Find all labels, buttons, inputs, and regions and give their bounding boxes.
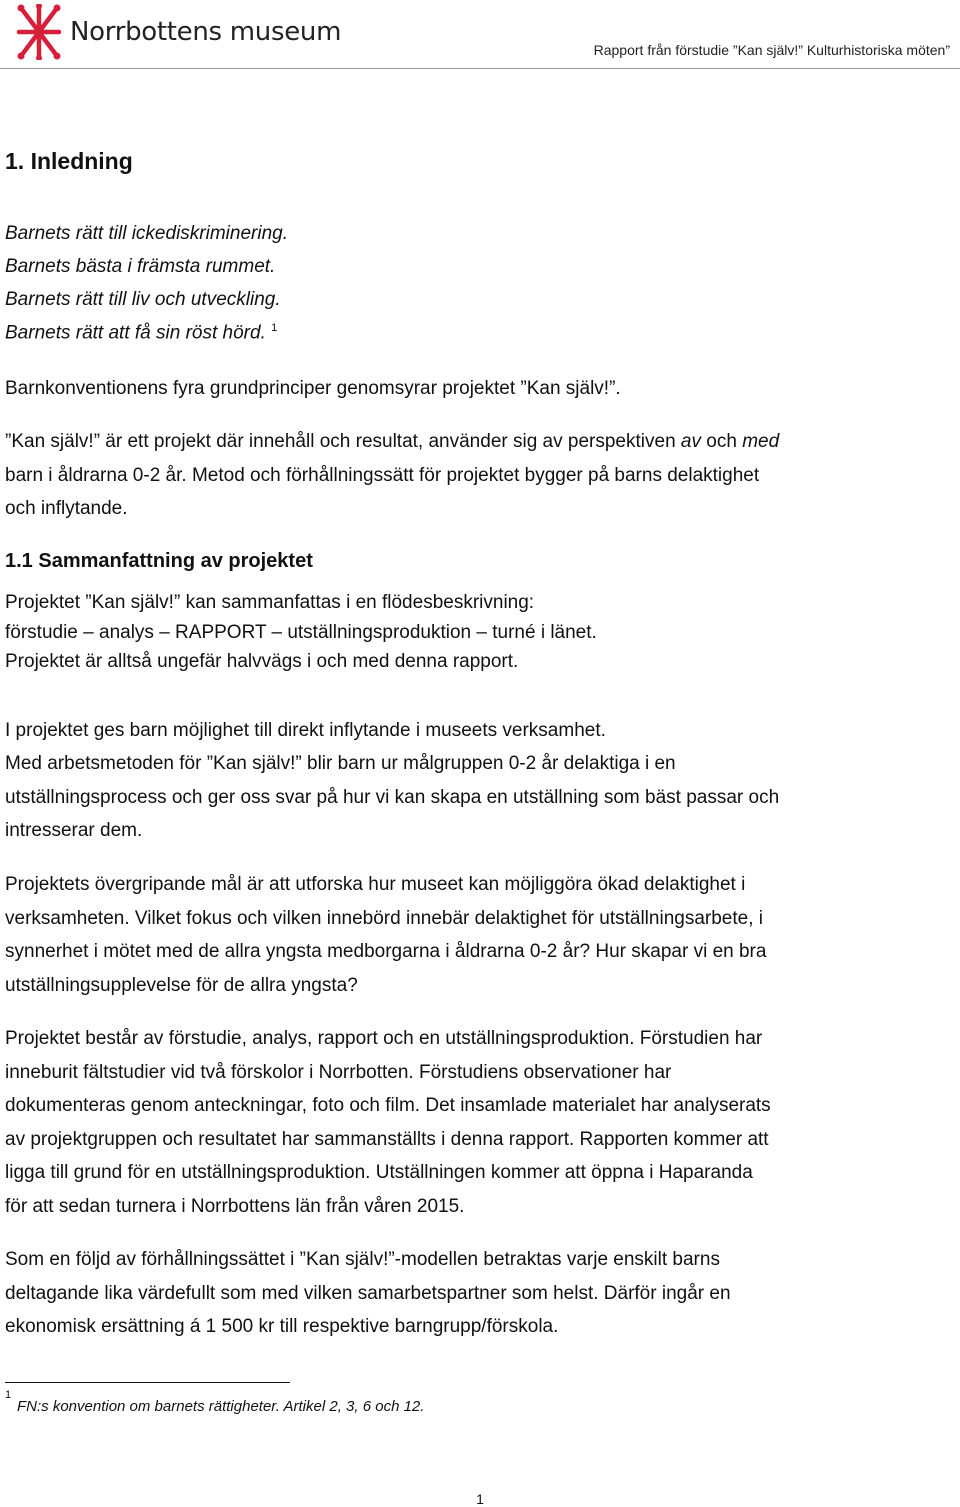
text-line: av projektgruppen och resultatet har sammanställts i denna rapport. Rapporten kommer att [5,1128,769,1150]
principle-line: Barnets bästa i främsta rummet. [5,256,276,277]
text-line: utställningsprocess och ger oss svar på hur vi kan skapa en utställning som bäst passar och [5,786,780,808]
intro-text: ”Kan själv!” är ett projekt där innehåll och resultat, använder sig av perspektiven [5,431,681,452]
logo-text: Norrbottens museum [70,17,342,47]
compensation-paragraph [5,1243,950,1344]
intro-emphasis-med: med [742,431,780,452]
text-line: I projektet ges barn möjlighet till direkt inflytande i museets verksamhet. [5,720,606,741]
text-line: Projektet består av förstudie, analys, rapport och en utställningsproduktion. Förstudien har [5,1028,763,1049]
text-line: intresserar dem. [5,820,143,841]
intro-line [5,459,950,493]
parts-paragraph [5,1022,950,1223]
text-line: deltagande lika värdefullt som med vilken samarbetspartner som helst. Därför ingår en [5,1282,731,1304]
text-line: Projektet ”Kan själv!” kan sammanfattas i en flödesbeskrivning: [5,592,535,613]
flow-paragraph [5,588,950,677]
subsection-heading: 1.1 Sammanfattning av projektet [5,550,313,572]
method-paragraph [5,714,950,848]
footnote-divider [5,1382,290,1383]
text-line: dokumenteras genom anteckningar, foto och film. Det insamlade materialet har analyserats [5,1095,771,1116]
text-line: Med arbetsmetoden för ”Kan själv!” blir barn ur målgruppen 0-2 år delaktiga i en [5,753,676,774]
principle-line-with-footnote [5,322,277,344]
intro-text: Metod och förhållningssätt för projektet bygger på barns delaktighet [191,464,760,486]
text-line: ekonomisk ersättning á 1 500 kr till respektive barngrupp/förskola. [5,1316,559,1337]
footnote-ref[interactable]: 1 [271,322,278,334]
footnote-mark: 1 [5,1389,12,1401]
goal-paragraph [5,868,950,1002]
text-line: verksamheten. Vilket fokus och vilken innebörd innebär delaktighet för utställningsarbete, i [5,907,763,929]
page-number: 1 [476,1491,484,1507]
convention-line: Barnkonventionens fyra grundprinciper genomsyrar projektet ”Kan själv!”. [5,378,621,399]
intro-line [5,425,950,459]
header-divider [0,68,960,69]
intro-emphasis-av: av [680,431,701,452]
intro-line: och inflytande. [5,498,128,519]
text-line: förstudie – analys – RAPPORT – utställningsproduktion – turné i länet. [5,621,597,643]
museum-emblem-icon [16,4,62,60]
text-line: Projektet är alltså ungefär halvvägs i och med denna rapport. [5,651,519,672]
intro-paragraph [5,425,950,526]
running-head: Rapport från förstudie ”Kan själv!” Kulturhistoriska möten” [593,42,950,58]
text-line: Som en följd av förhållningssättet i ”Kan själv!”-modellen betraktas varje enskilt barns [5,1249,720,1270]
intro-text: och [701,431,743,452]
text-line: inneburit fältstudier vid två förskolor i Norrbotten. Förstudiens observationer har [5,1061,672,1083]
footnote-text: FN:s konvention om barnets rättigheter. Artikel 2, 3, 6 och 12. [17,1398,425,1415]
text-line: utställningsupplevelse för de allra yngsta? [5,974,358,996]
text-line: ligga till grund för en utställningsproduktion. Utställningen kommer att öppna i Haparanda [5,1162,753,1183]
text-line: Projektets övergripande mål är att utforska hur museet kan möjliggöra ökad delaktighet i [5,874,746,895]
text-line: för att sedan turnera i Norrbottens län från våren 2015. [5,1195,465,1217]
section-heading: 1. Inledning [5,148,133,174]
intro-text: barn i åldrarna 0-2 år. [5,464,192,486]
museum-logo [16,4,341,60]
text-line: synnerhet i mötet med de allra yngsta medborgarna i åldrarna 0-2 år? Hur skapar vi en bra [5,941,767,962]
principle-text: Barnets rätt att få sin röst hörd. [5,322,266,344]
principle-line: Barnets rätt till ickediskriminering. [5,223,288,244]
principle-line: Barnets rätt till liv och utveckling. [5,289,281,310]
